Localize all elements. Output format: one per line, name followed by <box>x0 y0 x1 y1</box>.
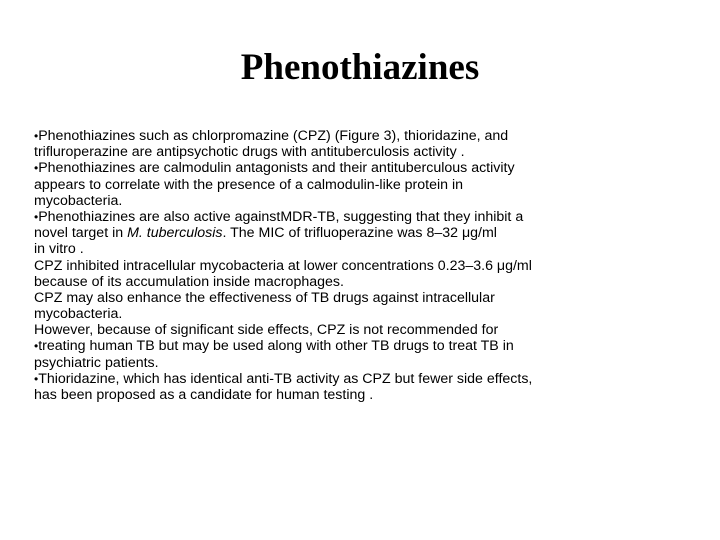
text-line <box>34 290 698 306</box>
slide-title: Phenothiazines <box>240 47 480 88</box>
text-line <box>34 225 698 241</box>
text-segment: mycobacteria. <box>34 306 123 323</box>
line-text <box>38 371 532 387</box>
bullet-list <box>34 128 698 403</box>
text-line <box>34 209 698 225</box>
text-line <box>34 193 698 209</box>
line-text <box>34 355 159 371</box>
text-line <box>34 338 698 354</box>
line-text <box>38 128 508 144</box>
text-segment: trifluroperazine are antipsychotic drugs with antituberculosis activity . <box>34 144 465 161</box>
line-text <box>34 387 373 403</box>
text-segment: appears to correlate with the presence of a calmodulin-like protein in <box>34 176 464 193</box>
text-line <box>34 258 698 274</box>
text-segment: because of its accumulation inside macrophages. <box>34 273 344 290</box>
text-segment: However, because of significant side effects, CPZ is not recommended for <box>34 322 499 339</box>
line-text <box>34 322 498 338</box>
bullet-icon: • <box>34 339 39 354</box>
line-text <box>38 160 514 176</box>
text-line <box>34 160 698 176</box>
text-segment: Phenothiazines are also active againstMDR-TB, suggesting that they inhibit a <box>38 208 524 225</box>
bullet-icon: • <box>34 161 39 176</box>
text-segment: novel target in <box>34 225 128 242</box>
text-line <box>34 274 698 290</box>
line-text <box>34 258 532 274</box>
text-line <box>34 241 698 257</box>
text-segment: mycobacteria. <box>34 192 123 209</box>
text-line <box>34 322 698 338</box>
text-line <box>34 306 698 322</box>
text-segment: Phenothiazines such as chlorpromazine (CPZ) (Figure 3), thioridazine, and <box>38 128 509 144</box>
text-segment: in vitro . <box>34 241 84 258</box>
line-text <box>38 209 523 225</box>
text-line <box>34 144 698 160</box>
text-line <box>34 128 698 144</box>
bullet-icon: • <box>34 129 39 143</box>
text-line <box>34 387 698 403</box>
text-segment: CPZ may also enhance the effectiveness of TB drugs against intracellular <box>34 289 495 306</box>
text-line <box>34 355 698 371</box>
text-line <box>34 371 698 387</box>
line-text <box>34 306 122 322</box>
text-segment: M. tuberculosis <box>127 225 223 242</box>
line-text <box>34 177 463 193</box>
line-text <box>34 193 122 209</box>
line-text <box>34 290 495 306</box>
text-segment: has been proposed as a candidate for human testing . <box>34 387 374 403</box>
text-line <box>34 177 698 193</box>
line-text <box>34 274 344 290</box>
line-text <box>34 225 497 241</box>
line-text <box>34 144 465 160</box>
text-segment: psychiatric patients. <box>34 354 159 371</box>
bullet-icon: • <box>34 209 39 224</box>
text-segment: . The MIC of trifluoperazine was 8–32 μg/ml <box>222 225 497 242</box>
bullet-icon: • <box>34 371 39 386</box>
line-text <box>38 338 514 354</box>
text-segment: treating human TB but may be used along with other TB drugs to treat TB in <box>38 338 514 355</box>
text-segment: Phenothiazines are calmodulin antagonists and their antituberculous activity <box>38 160 515 177</box>
text-segment: Thioridazine, which has identical anti-TB activity as CPZ but fewer side effects, <box>38 370 533 387</box>
line-text <box>34 241 84 257</box>
text-segment: CPZ inhibited intracellular mycobacteria at lower concentrations 0.23–3.6 μg/ml <box>34 257 532 274</box>
